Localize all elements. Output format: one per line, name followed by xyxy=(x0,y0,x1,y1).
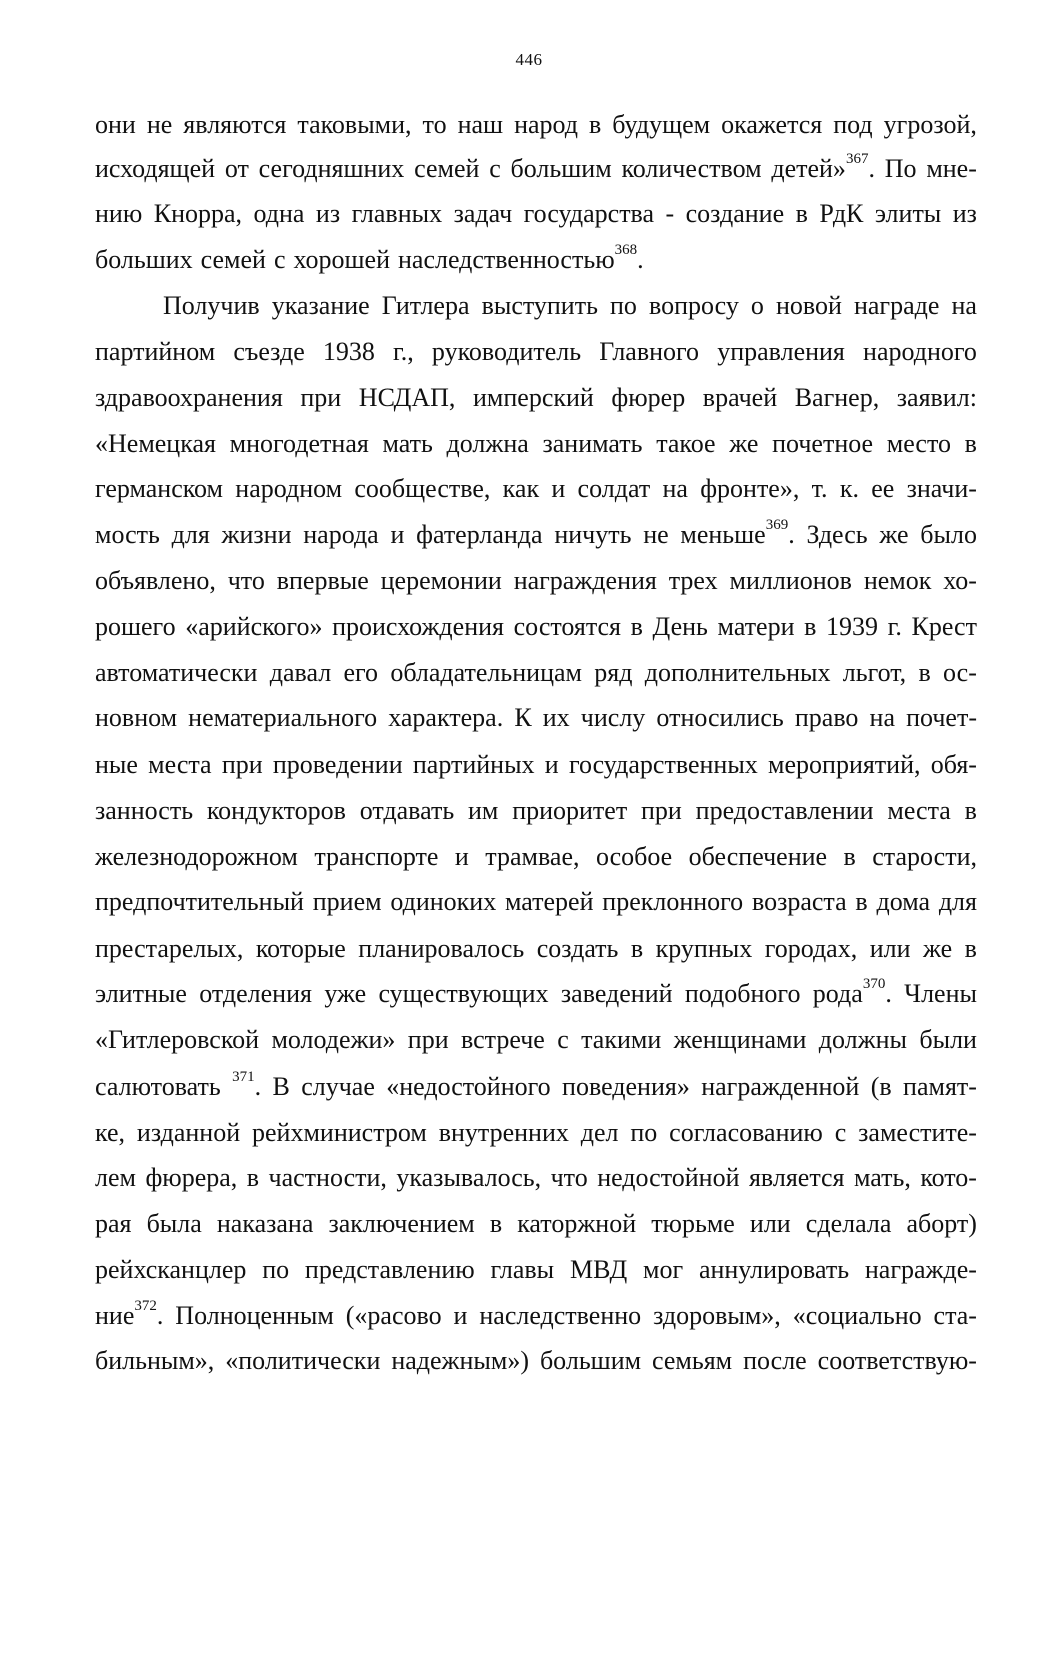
word: на xyxy=(662,473,688,503)
text-line xyxy=(95,1201,977,1247)
word: планировалось xyxy=(358,933,525,963)
word: право xyxy=(794,702,859,732)
word: случае xyxy=(301,1071,375,1101)
word: в xyxy=(964,795,977,825)
word: фюрера, xyxy=(145,1162,238,1192)
text-line xyxy=(95,512,977,558)
text-line xyxy=(95,1247,977,1293)
body-text xyxy=(95,0,977,1658)
word: его xyxy=(343,657,379,687)
word: народного xyxy=(863,336,977,366)
word: и xyxy=(544,749,559,779)
word: имперский xyxy=(473,382,594,412)
word: или xyxy=(869,933,911,963)
word: немок xyxy=(863,565,932,595)
word: выступить xyxy=(481,290,598,320)
word: встрече xyxy=(460,1024,545,1054)
word: «Немецкая xyxy=(95,428,216,458)
text-line xyxy=(95,1338,977,1384)
word: по xyxy=(630,1117,658,1147)
word: крупных xyxy=(655,933,753,963)
word: угрозой, xyxy=(883,109,977,139)
word: врачей xyxy=(702,382,778,412)
word: же xyxy=(729,428,759,458)
word: такое xyxy=(656,428,716,458)
word: старости, xyxy=(872,841,977,871)
word: лем xyxy=(95,1162,136,1192)
word: является xyxy=(748,1162,845,1192)
word: наказана xyxy=(216,1208,314,1238)
word: к. xyxy=(839,473,859,503)
word: ос- xyxy=(943,657,977,687)
word: наследственностью$^{368}$. xyxy=(398,242,644,274)
word: рошего xyxy=(95,611,176,641)
word: новном xyxy=(95,702,178,732)
word: Крест xyxy=(911,611,977,641)
word: существующих xyxy=(378,978,549,1008)
word: семей xyxy=(414,153,480,183)
word: Здесь xyxy=(806,519,868,549)
text-line xyxy=(95,1064,977,1110)
footnote-reference: 369 xyxy=(765,517,789,534)
word: памят- xyxy=(903,1071,977,1101)
word: кото- xyxy=(920,1162,977,1192)
word: они xyxy=(95,109,136,139)
word: молодежи» xyxy=(271,1024,396,1054)
word: и xyxy=(390,519,405,549)
word: меньше$^{369}$. xyxy=(680,517,795,549)
word: прием xyxy=(312,886,382,916)
word: г. xyxy=(887,611,902,641)
word: хо- xyxy=(943,565,977,595)
word: количеством xyxy=(621,153,762,183)
word: не xyxy=(643,519,669,549)
word: каторжной xyxy=(517,1208,637,1238)
word: согласованию xyxy=(669,1117,823,1147)
word: была xyxy=(146,1208,202,1238)
word: в xyxy=(630,611,643,641)
word: Полноценным xyxy=(175,1300,334,1330)
word: льгот, xyxy=(842,657,907,687)
text-line xyxy=(95,926,977,972)
text-line xyxy=(95,834,977,880)
word: нию xyxy=(95,198,143,228)
text-line xyxy=(95,146,977,192)
word: мать, xyxy=(853,1162,911,1192)
word: элиты xyxy=(874,198,942,228)
word: главных xyxy=(351,198,443,228)
word: ные xyxy=(95,749,138,779)
word: состоятся xyxy=(513,611,622,641)
word: то xyxy=(422,109,447,139)
word: бильным», xyxy=(95,1345,215,1375)
word: наш xyxy=(457,109,504,139)
word: числу xyxy=(580,702,646,732)
word: автоматически xyxy=(95,657,258,687)
word: с xyxy=(489,153,501,183)
text-line xyxy=(95,971,977,1017)
word: исходящей xyxy=(95,153,216,183)
word: «недостойного xyxy=(386,1071,551,1101)
word: одна xyxy=(253,198,305,228)
word: Вагнер, xyxy=(794,382,880,412)
word: сделала xyxy=(805,1208,892,1238)
word: место xyxy=(886,428,951,458)
text-line xyxy=(95,695,977,741)
word: К xyxy=(514,702,532,732)
word: их xyxy=(542,702,570,732)
word: происхождения xyxy=(332,611,504,641)
word: ке, xyxy=(95,1117,126,1147)
word: женщинами xyxy=(673,1024,807,1054)
word: съезде xyxy=(233,336,305,366)
word: многодетная xyxy=(229,428,369,458)
word: в xyxy=(246,1162,260,1192)
page-number: 446 xyxy=(515,50,543,69)
word: с xyxy=(273,244,286,274)
word: День xyxy=(652,611,708,641)
text-line xyxy=(95,1110,977,1156)
word: элитные xyxy=(95,978,187,1008)
text-line xyxy=(95,742,977,788)
word: обладательницам xyxy=(390,657,582,687)
word: должна xyxy=(446,428,529,458)
word: $^{371}$. xyxy=(232,1069,262,1101)
word: преклонного xyxy=(602,886,744,916)
word: что xyxy=(227,565,265,595)
word: трамвае, xyxy=(485,841,580,871)
word: 1939 xyxy=(826,611,879,641)
word: матери xyxy=(717,611,795,641)
word: «политически xyxy=(225,1345,381,1375)
word: на xyxy=(951,290,977,320)
word: что xyxy=(550,1162,588,1192)
word: «арийского» xyxy=(185,611,323,641)
word: заключением xyxy=(328,1208,475,1238)
word: НСДАП, xyxy=(358,382,456,412)
word: после xyxy=(743,1345,807,1375)
word: окажется xyxy=(721,109,823,139)
word: одиноких xyxy=(390,886,497,916)
word: заведений xyxy=(560,978,673,1008)
word: недостойной xyxy=(597,1162,740,1192)
word: Кнорра, xyxy=(153,198,243,228)
word: городах, xyxy=(764,933,858,963)
word: которые xyxy=(255,933,346,963)
word: руководитель xyxy=(431,336,582,366)
word: большим xyxy=(539,1345,642,1375)
word: и xyxy=(454,841,469,871)
word: сегодняшних xyxy=(258,153,405,183)
word: фронте», xyxy=(700,473,800,503)
word: Получив xyxy=(163,290,260,320)
word: отделения xyxy=(199,978,312,1008)
word: рейхсканцлер xyxy=(95,1254,247,1284)
word: характера. xyxy=(388,702,504,732)
text-line xyxy=(95,1017,977,1063)
word: заявил: xyxy=(896,382,977,412)
word: в xyxy=(855,886,868,916)
word: создание xyxy=(685,198,785,228)
word: здравоохранения xyxy=(95,382,283,412)
word: По xyxy=(884,153,917,183)
word: народа xyxy=(303,519,379,549)
word: почет- xyxy=(906,702,977,732)
word: по xyxy=(262,1254,290,1284)
word: «Гитлеровской xyxy=(95,1024,260,1054)
word: ничуть xyxy=(554,519,632,549)
word: аборт) xyxy=(906,1208,977,1238)
word: изданной xyxy=(136,1117,241,1147)
word: престарелых, xyxy=(95,933,244,963)
word: солдат xyxy=(577,473,651,503)
word: аннулировать xyxy=(698,1254,850,1284)
word: В xyxy=(272,1071,290,1101)
word: и xyxy=(551,473,566,503)
word: фатерланда xyxy=(416,519,543,549)
word: большим xyxy=(510,153,612,183)
word: РдК xyxy=(819,198,864,228)
word: управления xyxy=(717,336,845,366)
word: нематериального xyxy=(188,702,378,732)
word: возраста xyxy=(751,886,847,916)
word: - xyxy=(665,198,675,228)
word: впервые xyxy=(276,565,369,595)
word: г., xyxy=(393,336,414,366)
word: тюрьме xyxy=(651,1208,735,1238)
text-line xyxy=(95,650,977,696)
word: сообществе, xyxy=(354,473,491,503)
word: матерей xyxy=(505,886,594,916)
word: салютовать xyxy=(95,1071,221,1101)
text-line xyxy=(95,102,977,148)
word: же xyxy=(922,933,953,963)
word: для xyxy=(171,519,210,549)
word: представлению xyxy=(304,1254,475,1284)
footnote-reference: 367 xyxy=(845,151,869,168)
word: с xyxy=(557,1024,569,1054)
word: жизни xyxy=(221,519,292,549)
word: государственных xyxy=(568,749,758,779)
text-line xyxy=(95,1155,977,1201)
word: частности, xyxy=(268,1162,387,1192)
text-line xyxy=(95,191,977,237)
footnote-reference: 371 xyxy=(232,1069,255,1086)
word: транспорте xyxy=(314,841,439,871)
word: хорошей xyxy=(293,244,390,274)
word: отдавать xyxy=(359,795,455,825)
word: ние$^{372}$. xyxy=(95,1298,164,1330)
word: указывалось, xyxy=(396,1162,542,1192)
word: награждения xyxy=(513,565,657,595)
footnote-reference: 370 xyxy=(862,976,886,993)
word: и xyxy=(453,1300,468,1330)
word: фюрер xyxy=(611,382,686,412)
word: железнодорожном xyxy=(95,841,298,871)
text-line xyxy=(95,421,977,467)
word: по xyxy=(610,290,637,320)
word: заместите- xyxy=(858,1117,977,1147)
text-line xyxy=(95,879,977,925)
word: семей xyxy=(200,244,266,274)
word: семьям xyxy=(652,1345,733,1375)
word: в xyxy=(843,841,856,871)
word: мать xyxy=(382,428,433,458)
word: «социально xyxy=(792,1300,922,1330)
word: задач xyxy=(453,198,513,228)
word: на xyxy=(869,702,895,732)
word: народном xyxy=(235,473,343,503)
word: ряд xyxy=(594,657,633,687)
word: главы xyxy=(490,1254,555,1284)
text-line xyxy=(95,466,977,512)
word: МВД xyxy=(569,1254,628,1284)
word: обеспечение xyxy=(688,841,828,871)
word: почетное xyxy=(772,428,874,458)
word: уже xyxy=(324,978,367,1008)
word: миллионов xyxy=(729,565,852,595)
text-line xyxy=(95,375,977,421)
word: обя- xyxy=(930,749,977,779)
word: из xyxy=(315,198,341,228)
word: было xyxy=(920,519,977,549)
word: будущем xyxy=(612,109,711,139)
word: в xyxy=(964,933,977,963)
word: Главного xyxy=(599,336,700,366)
word: же xyxy=(879,519,909,549)
text-line xyxy=(95,1293,977,1339)
word: награжденной xyxy=(701,1071,860,1101)
word: мость xyxy=(95,519,160,549)
word: ста- xyxy=(933,1300,977,1330)
word: занность xyxy=(95,795,194,825)
word: мне- xyxy=(926,153,977,183)
word: дел xyxy=(580,1117,619,1147)
word: им xyxy=(468,795,499,825)
word: предоставлении xyxy=(695,795,874,825)
word: с xyxy=(834,1117,847,1147)
word: места xyxy=(148,749,212,779)
word: поведения» xyxy=(562,1071,690,1101)
word: в xyxy=(804,611,817,641)
word: дома xyxy=(876,886,931,916)
word: здоровым», xyxy=(653,1300,781,1330)
text-line xyxy=(95,788,977,834)
word: внутренних xyxy=(438,1117,569,1147)
word: такими xyxy=(581,1024,662,1054)
word: дополнительных xyxy=(644,657,831,687)
word: партийных xyxy=(412,749,535,779)
text-line xyxy=(95,283,977,329)
word: не xyxy=(146,109,173,139)
text-line xyxy=(95,558,977,604)
word: новой xyxy=(775,290,842,320)
text-line xyxy=(95,237,977,283)
footnote-reference: 368 xyxy=(614,242,638,259)
word: («расово xyxy=(345,1300,442,1330)
word: награде xyxy=(853,290,940,320)
word: кондукторов xyxy=(206,795,346,825)
word: больших xyxy=(95,244,193,274)
word: должны xyxy=(818,1024,908,1054)
word: относились xyxy=(656,702,784,732)
word: 1938 xyxy=(322,336,375,366)
word: объявлено, xyxy=(95,565,216,595)
word: под xyxy=(833,109,873,139)
word: трех xyxy=(668,565,718,595)
text-line xyxy=(95,604,977,650)
word: рода$^{370}$. xyxy=(812,976,892,1008)
word: занимать xyxy=(542,428,643,458)
word: давал xyxy=(269,657,332,687)
word: места xyxy=(887,795,951,825)
word: при xyxy=(300,382,342,412)
word: (в xyxy=(870,1071,892,1101)
word: награжде- xyxy=(864,1254,977,1284)
text-line xyxy=(95,329,977,375)
word: при xyxy=(641,795,682,825)
word: таковыми, xyxy=(297,109,412,139)
word: мероприятий, xyxy=(768,749,921,779)
word: соответствую- xyxy=(817,1345,977,1375)
word: подобного xyxy=(684,978,801,1008)
word: при xyxy=(407,1024,449,1054)
word: приоритет xyxy=(512,795,628,825)
word: т. xyxy=(811,473,828,503)
word: рейхминистром xyxy=(252,1117,427,1147)
word: церемонии xyxy=(380,565,502,595)
word: особое xyxy=(595,841,673,871)
word: от xyxy=(224,153,249,183)
word: мог xyxy=(643,1254,684,1284)
word: как xyxy=(502,473,540,503)
word: являются xyxy=(183,109,287,139)
word: детей»$^{367}$. xyxy=(771,151,875,183)
word: в xyxy=(630,933,644,963)
word: предпочтительный xyxy=(95,886,304,916)
word: создать xyxy=(536,933,619,963)
word: о xyxy=(750,290,764,320)
word: в xyxy=(918,657,931,687)
footnote-reference: 372 xyxy=(134,1298,157,1315)
word: или xyxy=(749,1208,791,1238)
word: при xyxy=(221,749,263,779)
word: в xyxy=(489,1208,503,1238)
word: государства xyxy=(523,198,655,228)
word: ее xyxy=(871,473,895,503)
word: Члены xyxy=(904,978,977,1008)
word: для xyxy=(938,886,977,916)
word: из xyxy=(952,198,977,228)
word: проведении xyxy=(272,749,403,779)
word: рая xyxy=(95,1208,132,1238)
word: в xyxy=(795,198,808,228)
word: надежным») xyxy=(391,1345,529,1375)
word: вопросу xyxy=(648,290,739,320)
word: Гитлера xyxy=(381,290,470,320)
word: значи- xyxy=(906,473,977,503)
word: в xyxy=(589,109,602,139)
word: в xyxy=(964,428,977,458)
word: народ xyxy=(514,109,578,139)
word: были xyxy=(919,1024,977,1054)
word: указание xyxy=(271,290,370,320)
word: партийном xyxy=(95,336,216,366)
word: наследственно xyxy=(479,1300,642,1330)
word: германском xyxy=(95,473,224,503)
